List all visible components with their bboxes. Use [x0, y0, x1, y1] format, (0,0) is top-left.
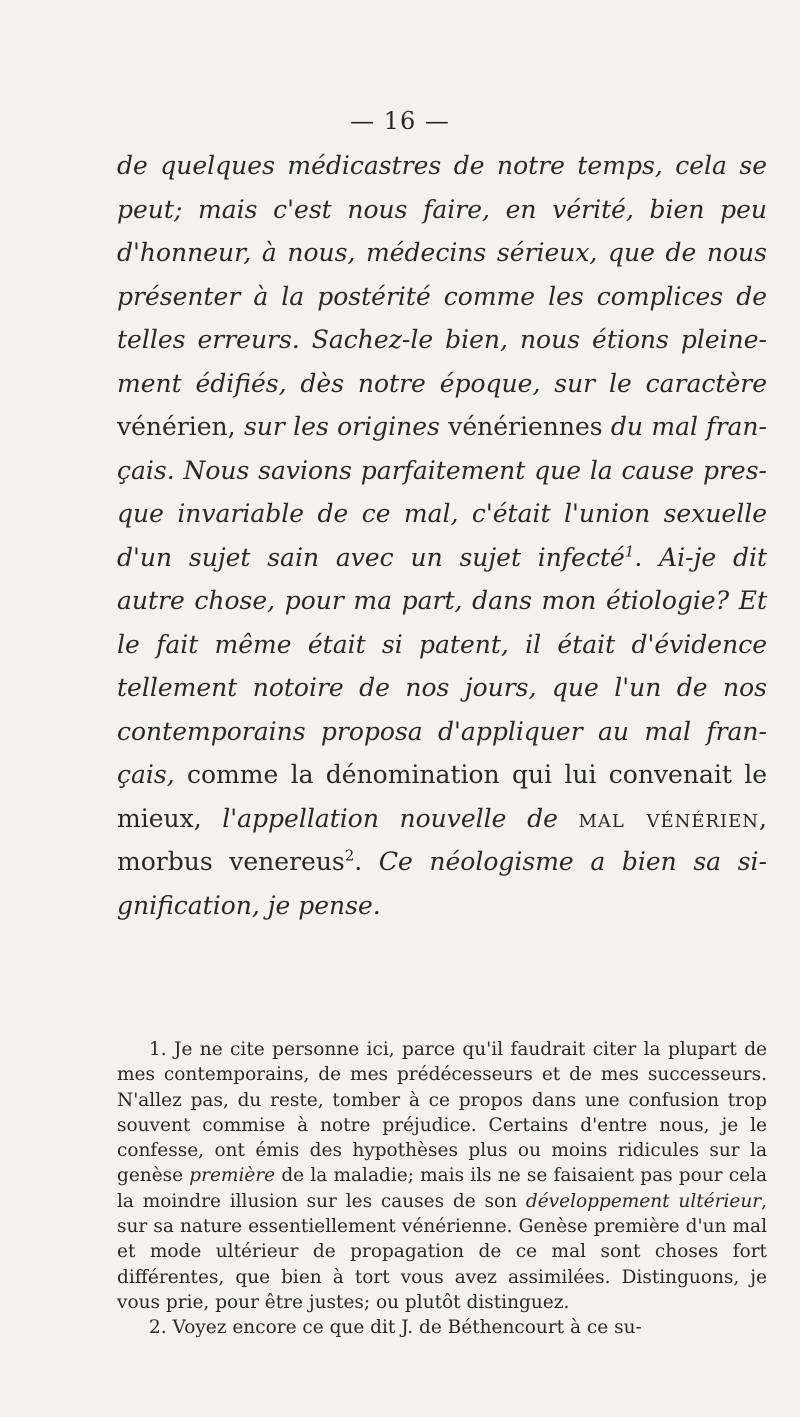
small-caps-term: mal vénérien [578, 803, 760, 833]
footnote-2: 2. Voyez encore ce que dit J. de Béthencourt à ce su- [149, 1317, 642, 1339]
text-roman: comme la dénomination qui lui convenait le mieux, [117, 760, 767, 833]
footnotes [117, 1037, 767, 1341]
footnote-italic: première [189, 1165, 276, 1187]
footnote-text: , sur sa nature essentiellement vénérienne. Genèse première d'un mal et mode ultérieur de propagation de ce mal sont choses fort différentes, que bien à tort vous avez assimilées. Distinguons, je vous prie, pour être justes; ou plutôt distinguez. [117, 1190, 767, 1313]
text-italic: Ce néologisme a bien sa signification, je pense. [117, 847, 767, 920]
main-text [117, 144, 767, 927]
text-roman: vénérien, [117, 412, 244, 441]
footnote-1 [117, 1037, 767, 1315]
text-roman: . [354, 847, 379, 876]
footnote-text: 1. Je ne cite personne ici, parce qu'il faudrait citer la plupart de mes contemporains, de mes prédécesseurs et de mes successeurs. N'allez pas, du reste, tomber à ce propos dans une confusion trop souvent commise à notre préjudice. Certains d'entre nous, je le confesse, ont émis des hypothèses plus ou moins ridicules sur la genèse [117, 1039, 767, 1187]
text-roman: vénériennes [439, 412, 611, 441]
footnote-ref-1: 1 [624, 542, 635, 561]
text-italic: . Ai-je dit autre chose, pour ma part, dans mon étiologie? Et le fait même était si patent, il était d'évidence tellement notoire de nos jours, que l'un de nos contemporains proposa d'appliquer au mal français, [117, 542, 767, 789]
text-italic: nous étions pleinement édifiés, dès notre époque, sur le caractère [117, 325, 767, 398]
footnote-text: de la maladie; mais ils ne se faisaient pas pour cela la moindre illusion sur les causes de son [117, 1165, 767, 1212]
text-italic: de quelques médicastres de notre temps, cela se peut; mais c'est nous faire, en vérité, bien peu d'honneur, à nous, médecins sérieux, que de nous présenter à la postérité comme les complices de telles erreurs. Sachez-le bien, [117, 151, 767, 354]
footnote-ref-2: 2 [344, 846, 355, 865]
text-roman: , morbus venereus [117, 803, 767, 876]
text-italic: du mal français. Nous savions parfaitement que la cause presque invariable de ce mal, c'était l'union sexuelle d'un sujet sain avec un sujet infecté [117, 412, 767, 572]
main-paragraph [117, 144, 767, 927]
text-roman [558, 804, 579, 833]
text-italic: l'appellation nouvelle de [222, 803, 558, 833]
text-italic: sur les origines [243, 412, 440, 441]
footnote-italic: développement ultérieur [525, 1190, 762, 1212]
page-number: — 16 — [350, 107, 450, 135]
